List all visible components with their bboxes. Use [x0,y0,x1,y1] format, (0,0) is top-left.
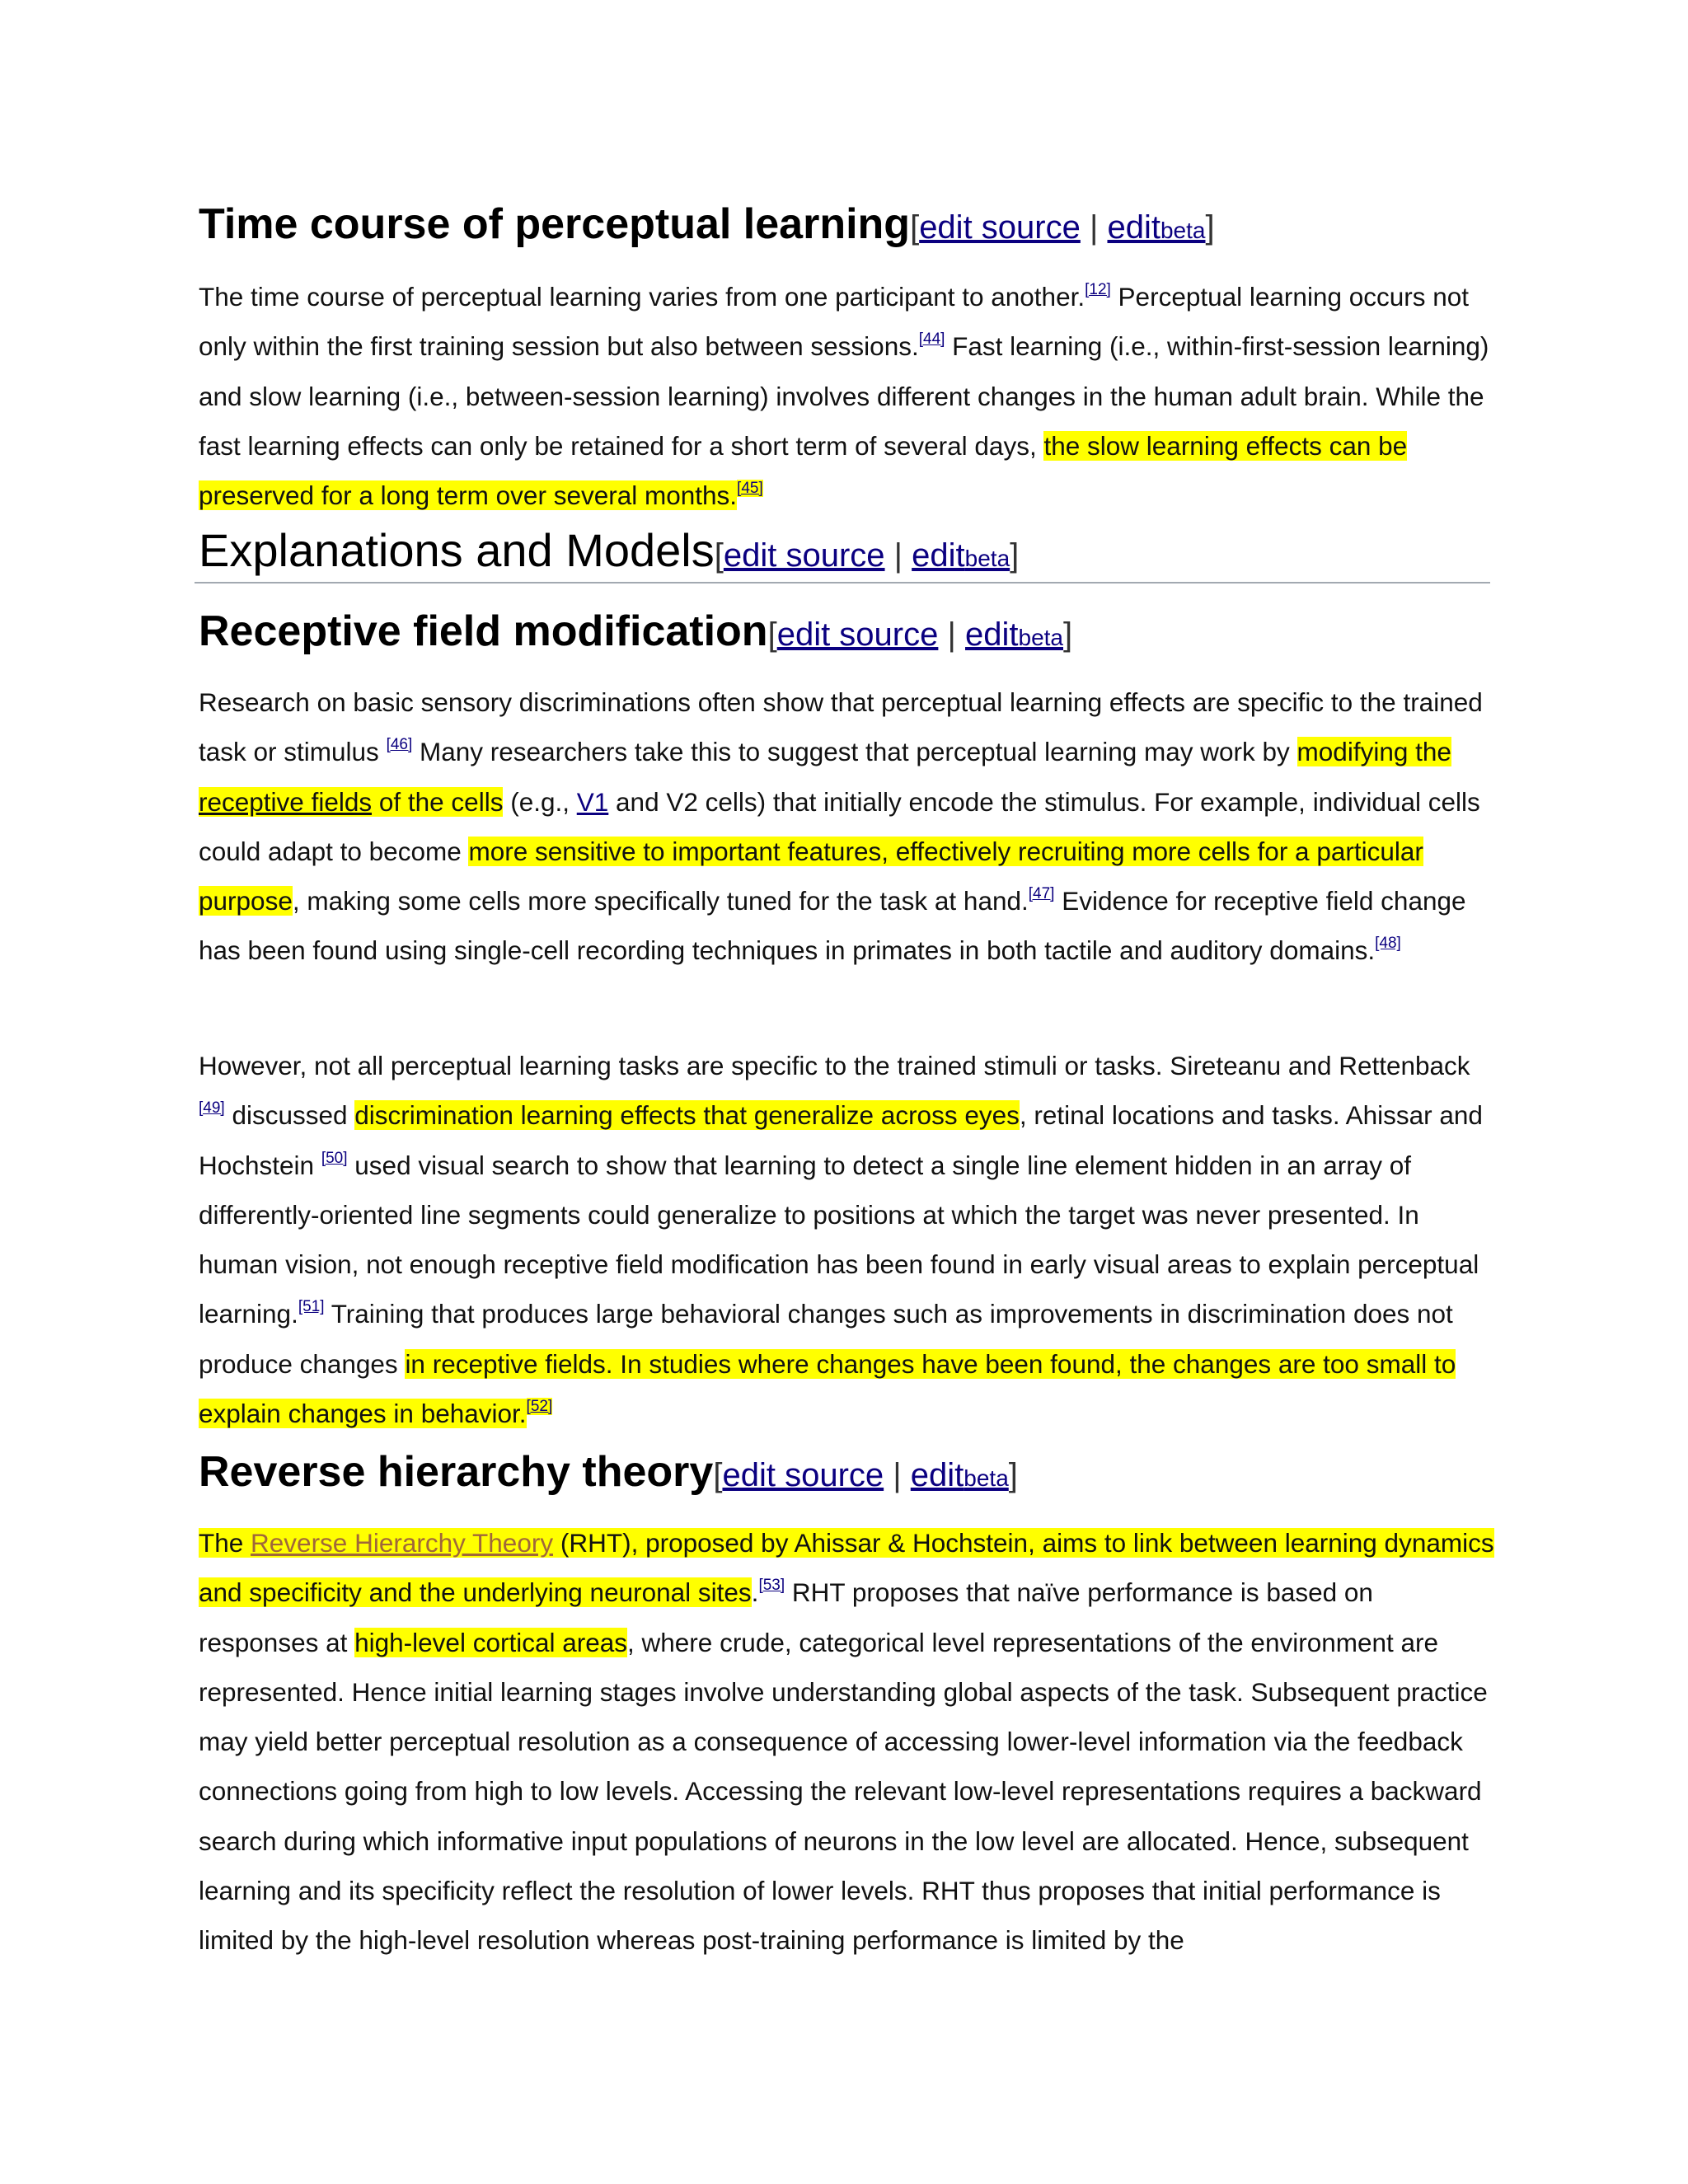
text-run: . [751,1577,759,1608]
heading-reverse-hierarchy [199,1447,1018,1503]
edit-link[interactable] [1107,209,1205,246]
v1-link[interactable]: V1 [576,786,609,817]
edit-section-links [715,537,1020,574]
edit-source-link[interactable]: edit source [776,616,939,653]
text-run: , retinal locations and tasks. Ahissar and Hochstein [199,1100,1483,1180]
heading-text: Time course of perceptual learning [199,200,911,248]
heading-text: Explanations and Models [199,524,715,576]
text-run: Perceptual learning occurs not only within the first training session but also between sessions. [199,282,1470,362]
separator: | [938,616,965,653]
text-run: used visual search to show that learning to detect a single line element hidden in an array of differently-oriented line segments could generalize to positions at which the target was never presented. In human vision, not enough receptive field modification has been found in early visual areas to explain perceptual learning. [199,1150,1479,1329]
citation-link[interactable]: [52] [526,1398,553,1416]
text-run: and V2 cells) that initially encode the stimulus. For example, individual cells could adapt to become [199,786,1480,866]
citation-link[interactable]: [47] [1028,885,1055,903]
edit-source-link[interactable]: edit source [723,537,885,574]
separator: | [884,537,912,574]
highlighted-text: in receptive fields. In studies where changes have been found, the changes are too small to explain changes in behavior. [199,1348,1456,1429]
heading-underline [195,582,1490,583]
edit-section-links [768,616,1073,653]
heading-receptive-field [199,607,1072,663]
beta-label: beta [964,546,1010,571]
highlighted-text: high-level cortical areas [354,1627,628,1657]
heading-text: Receptive field modification [199,607,768,655]
bracket-open: [ [910,209,920,246]
bracket-close: ] [1008,1457,1018,1493]
beta-label: beta [964,1465,1009,1491]
bracket-close: ] [1205,209,1215,246]
text-run: Research on basic sensory discriminations often show that perceptual learning effects are specific to the trained task or stimulus [199,687,1483,767]
citation [298,1298,325,1315]
paragraph-reverse-hierarchy [199,1518,1497,1966]
text-run: (e.g., [503,786,577,817]
text-run: Evidence for receptive field change has been found using single-cell recording techniques in primates in both tactile and auditory domains. [199,886,1466,966]
separator: | [1080,209,1108,246]
citation [527,1398,553,1415]
text-run: discussed [224,1100,355,1131]
bracket-open: [ [714,537,724,574]
heading-text: Reverse hierarchy theory [199,1448,714,1496]
bracket-close: ] [1063,616,1073,653]
citation-link[interactable]: [51] [298,1298,325,1316]
citation-link[interactable]: [50] [321,1149,348,1167]
heading-time-course [199,199,1215,255]
separator: | [884,1457,911,1493]
citation [199,1099,225,1117]
beta-label: beta [1018,625,1063,650]
highlighted-text: (RHT), proposed by Ahissar & Hochstein, aims to link between learning dynamics and specificity and the underlying neuronal sites [199,1528,1494,1608]
citation-link[interactable]: [46] [386,736,413,754]
beta-label: beta [1160,218,1206,243]
citation [1085,281,1111,298]
heading-explanations [199,524,1019,585]
text-run: The time course of perceptual learning varies from one participant to another. [199,282,1085,312]
receptive-fields-link[interactable]: receptive fields [199,786,373,817]
text-run: However, not all perceptual learning tasks are specific to the trained stimuli or tasks. Sireteanu and Rettenback [199,1051,1470,1080]
reverse-hierarchy-theory-link[interactable]: Reverse Hierarchy Theory [251,1528,554,1558]
edit-link[interactable] [965,616,1063,653]
citation-link[interactable]: [44] [918,330,945,349]
citation [1029,885,1055,902]
edit-text: edit [910,1457,964,1493]
edit-source-link[interactable]: edit source [722,1457,884,1493]
bracket-open: [ [713,1457,723,1493]
edit-source-link[interactable]: edit source [919,209,1081,246]
citation [321,1150,348,1167]
citation [758,1577,785,1594]
highlighted-text: modifying the [1296,737,1451,767]
edit-section-links [713,1457,1018,1493]
text-run: RHT proposes that naïve performance is based on responses at [199,1577,1373,1657]
bracket-close: ] [1010,537,1020,574]
edit-link[interactable] [911,1457,1009,1493]
citation [737,480,763,497]
edit-text: edit [1107,209,1160,246]
highlighted-text: of the cells [372,786,504,817]
citation [1375,935,1401,952]
citation-link[interactable]: [53] [758,1577,785,1595]
paragraph-receptive-1 [199,677,1497,976]
edit-link[interactable] [912,537,1010,574]
citation [919,330,945,348]
citation-link[interactable]: [45] [737,480,763,498]
citation-link[interactable]: [48] [1375,935,1401,953]
text-run: Fast learning (i.e., within-first-session learning) and slow learning (i.e., between-session learning) involves different changes in the human adult brain. While the fast learning effects can only be retained for a short term of several days, [199,331,1489,461]
paragraph-time-course [199,272,1497,520]
citation-link[interactable]: [49] [199,1099,225,1118]
edit-text: edit [912,537,965,574]
text-run: Training that produces large behavioral changes such as improvements in discrimination does not produce changes [199,1299,1453,1379]
edit-section-links [910,209,1215,246]
paragraph-receptive-2 [199,1041,1497,1438]
bracket-open: [ [767,616,777,653]
highlighted-text: more sensitive to important features, effectively recruiting more cells for a particular purpose [199,836,1423,916]
highlighted-text: the slow learning effects can be preserved for a long term over several months. [199,430,1408,511]
text-run: Many researchers take this to suggest that perceptual learning may work by [412,737,1297,767]
citation-link[interactable]: [12] [1085,281,1111,298]
highlighted-text: discrimination learning effects that generalize across eyes [354,1100,1020,1131]
text-run: , making some cells more specifically tuned for the task at hand. [292,886,1029,916]
citation [387,736,413,753]
highlighted-text: The [199,1528,251,1558]
edit-text: edit [965,616,1019,653]
text-run: , where crude, categorical level representations of the environment are represented. Hence initial learning stages involve understanding global aspects of the task. Subsequent practice may yield better perceptual resolution as a consequence of accessing lower-level information via the feedback connections going from high to low levels. Accessing the relevant low-level representations requires a backward search during which informative input populations of neurons in the low level are allocated. Hence, subsequent learning and its specificity reflect the resolution of lower levels. RHT thus proposes that initial performance is limited by the high-level resolution whereas post-training performance is limited by the [199,1627,1488,1956]
